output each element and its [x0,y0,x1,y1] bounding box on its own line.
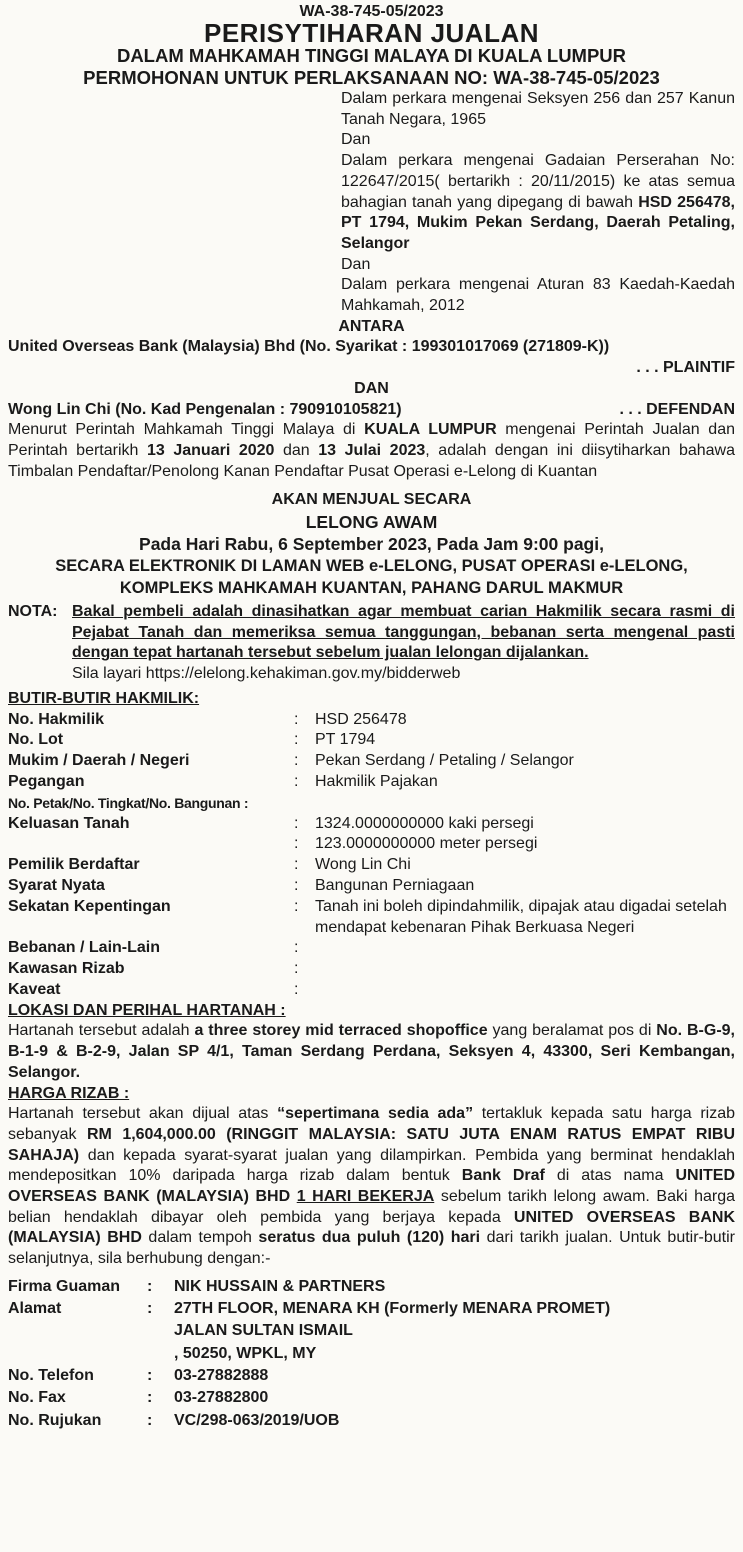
sale-date-line: Pada Hari Rabu, 6 September 2023, Pada Jam 9:00 pagi, [139,534,604,555]
table-row: No. Fax : 03-27882800 [8,1387,610,1409]
contact-table [8,1276,610,1432]
table-row: Kawasan Rizab : [8,960,299,978]
case-reference: WA-38-745-05/2023 [299,3,444,20]
address-line-3: , 50250, WPKL, MY [174,1344,317,1362]
nota-text: Bakal pembeli adalah dinasihatkan agar membuat carian Hakmilik secara rasmi di Pejabat Tanah dan memeriksa semua tanggungan, bebanan serta mengenal pasti dengan tepat hartanah tersebut sebelum jualan lelongan dijalankan. [72,603,735,662]
location-paragraph: Hartanah tersebut adalah a three storey mid terraced shopoffice yang beralamat pos di No. B-G-9, B-1-9 & B-2-9, Jalan SP 4/1, Taman Serdang Perdana, Seksyen 4, 43300, Seri Kembangan, Selangor. [8,1022,735,1081]
sale-line-1: AKAN MENJUAL SECARA [271,491,472,509]
matter-charge: Dalam perkara mengenai Gadaian Perserahan No: 122647/2015( bertarikh : 20/11/2015) ke atas semua bahagian tanah yang dipegang di bawah HSD 256478, PT 1794, Mukim Pekan Serdang, Daerah Petaling, Selangor [341,152,735,252]
table-row: Bebanan / Lain-Lain : [8,939,299,957]
plaintiff-role: . . . PLAINTIF [636,359,735,377]
matter-statute: Dalam perkara mengenai Seksyen 256 dan 257 Kanun Tanah Negara, 1965 [341,90,735,128]
table-row [8,1343,610,1365]
reserve-paragraph: Hartanah tersebut akan dijual atas “sepertimana sedia ada” tertakluk kepada satu harga rizab sebanyak RM 1,604,000.00 (RINGGIT MALAYSIA: SATU JUTA ENAM RATUS EMPAT RIBU SAHAJA) dan kepada syarat-syarat jualan yang dilampirkan. Pembida yang berminat hendaklah mendepositkan 10% daripada harga rizab dalam bentuk Bank Draf di atas nama UNITED OVERSEAS BANK (MALAYSIA) BHD 1 HARI BEKERJA sebelum tarikh lelong awam. Baki harga belian hendaklah dibayar oleh pembida yang berjaya kepada UNITED OVERSEAS BANK (MALAYSIA) BHD dalam tempoh seratus dua puluh (120) hari dari tarikh jualan. Untuk butir-butir selanjutnya, sila berhubung dengan:- [8,1105,736,1268]
table-row: No. Hakmilik : HSD 256478 [8,710,407,728]
application-line: PERMOHONAN UNTUK PERLAKSANAAN NO: WA-38-745-05/2023 [83,67,660,88]
court-line: DALAM MAHKAMAH TINGGI MALAYA DI KUALA LUMPUR [116,45,627,66]
law-firm-name: NIK HUSSAIN & PARTNERS [174,1277,386,1295]
table-row: Alamat : 27TH FLOOR, MENARA KH (Formerly MENARA PROMET) [8,1298,610,1320]
title-details-heading: BUTIR-BUTIR HAKMILIK: [8,689,200,707]
address-line-2: JALAN SULTAN ISMAIL [174,1322,353,1340]
matter-rules: Dalam perkara mengenai Aturan 83 Kaedah-Kaedah Mahkamah, 2012 [341,276,735,315]
reserve-heading: HARGA RIZAB : [8,1084,130,1102]
table-row: No. Petak/No. Tingkat/No. Bangunan : [8,794,249,811]
nota-block [8,602,735,685]
matter-block [341,89,735,317]
reference-number: VC/298-063/2019/UOB [174,1411,340,1429]
telephone-number: 03-27882888 [174,1367,269,1385]
table-row: : 123.0000000000 meter persegi [294,835,538,853]
table-row: No. Rujukan : VC/298-063/2019/UOB [8,1410,610,1432]
sale-line-2: LELONG AWAM [305,512,438,533]
dan-label: DAN [354,379,389,397]
matter-dan-1: Dan [341,131,371,149]
table-row: Mukim / Daerah / Negeri : Pekan Serdang / Petaling / Selangor [8,752,574,770]
sale-venue-line-2: KOMPLEKS MAHKAMAH KUANTAN, PAHANG DARUL MAKMUR [119,579,624,598]
fax-number: 03-27882800 [174,1389,269,1407]
bidder-url-line: Sila layari https://elelong.kehakiman.gov.my/bidderweb [72,665,461,683]
table-row: Sekatan Kepentingan : Tanah ini boleh dipindahmilik, dipajak atau digadai setelah mendapat kebenaran Pihak Berkuasa Negeri [8,897,727,936]
nota-label: NOTA: [8,603,58,621]
table-row: Firma Guaman : NIK HUSSAIN & PARTNERS [8,1276,610,1298]
notice-title: PERISYTIHARAN JUALAN [203,18,540,48]
defendant-name: Wong Lin Chi (No. Kad Pengenalan : 790910105821) [8,400,402,418]
table-row [8,1320,610,1342]
defendant-role: . . . DEFENDAN [619,400,735,418]
table-row: No. Telefon : 03-27882888 [8,1365,610,1387]
address-line-1: 27TH FLOOR, MENARA KH (Formerly MENARA PROMET) [174,1300,611,1318]
defendant-row [8,400,735,421]
table-row: Keluasan Tanah : 1324.0000000000 kaki persegi [8,814,534,832]
sale-venue-line-1: SECARA ELEKTRONIK DI LAMAN WEB e-LELONG, PUSAT OPERASI e-LELONG, [55,557,688,576]
table-row: Pegangan : Hakmilik Pajakan [8,772,438,790]
title-details-table [8,710,735,1001]
sale-notice [8,0,735,1432]
antara-label: ANTARA [338,317,405,335]
table-row: No. Lot : PT 1794 [8,731,376,749]
order-paragraph: Menurut Perintah Mahkamah Tinggi Malaya di KUALA LUMPUR mengenai Perintah Jualan dan Perintah bertarikh 13 Januari 2020 dan 13 Julai 2023, adalah dengan ini diisytiharkan bahawa Timbalan Pendaftar/Penolong Kanan Pendaftar Pusat Operasi e-Lelong di Kuantan [8,421,735,480]
table-row: Pemilik Berdaftar : Wong Lin Chi [8,856,411,874]
table-row: Syarat Nyata : Bangunan Perniagaan [8,876,475,894]
matter-dan-2: Dan [341,255,371,273]
table-row: Kaveat : [8,980,299,998]
plaintiff-name: United Overseas Bank (Malaysia) Bhd (No. Syarikat : 199301017069 (271809-K)) [8,338,610,356]
location-heading: LOKASI DAN PERIHAL HARTANAH : [8,1001,286,1019]
